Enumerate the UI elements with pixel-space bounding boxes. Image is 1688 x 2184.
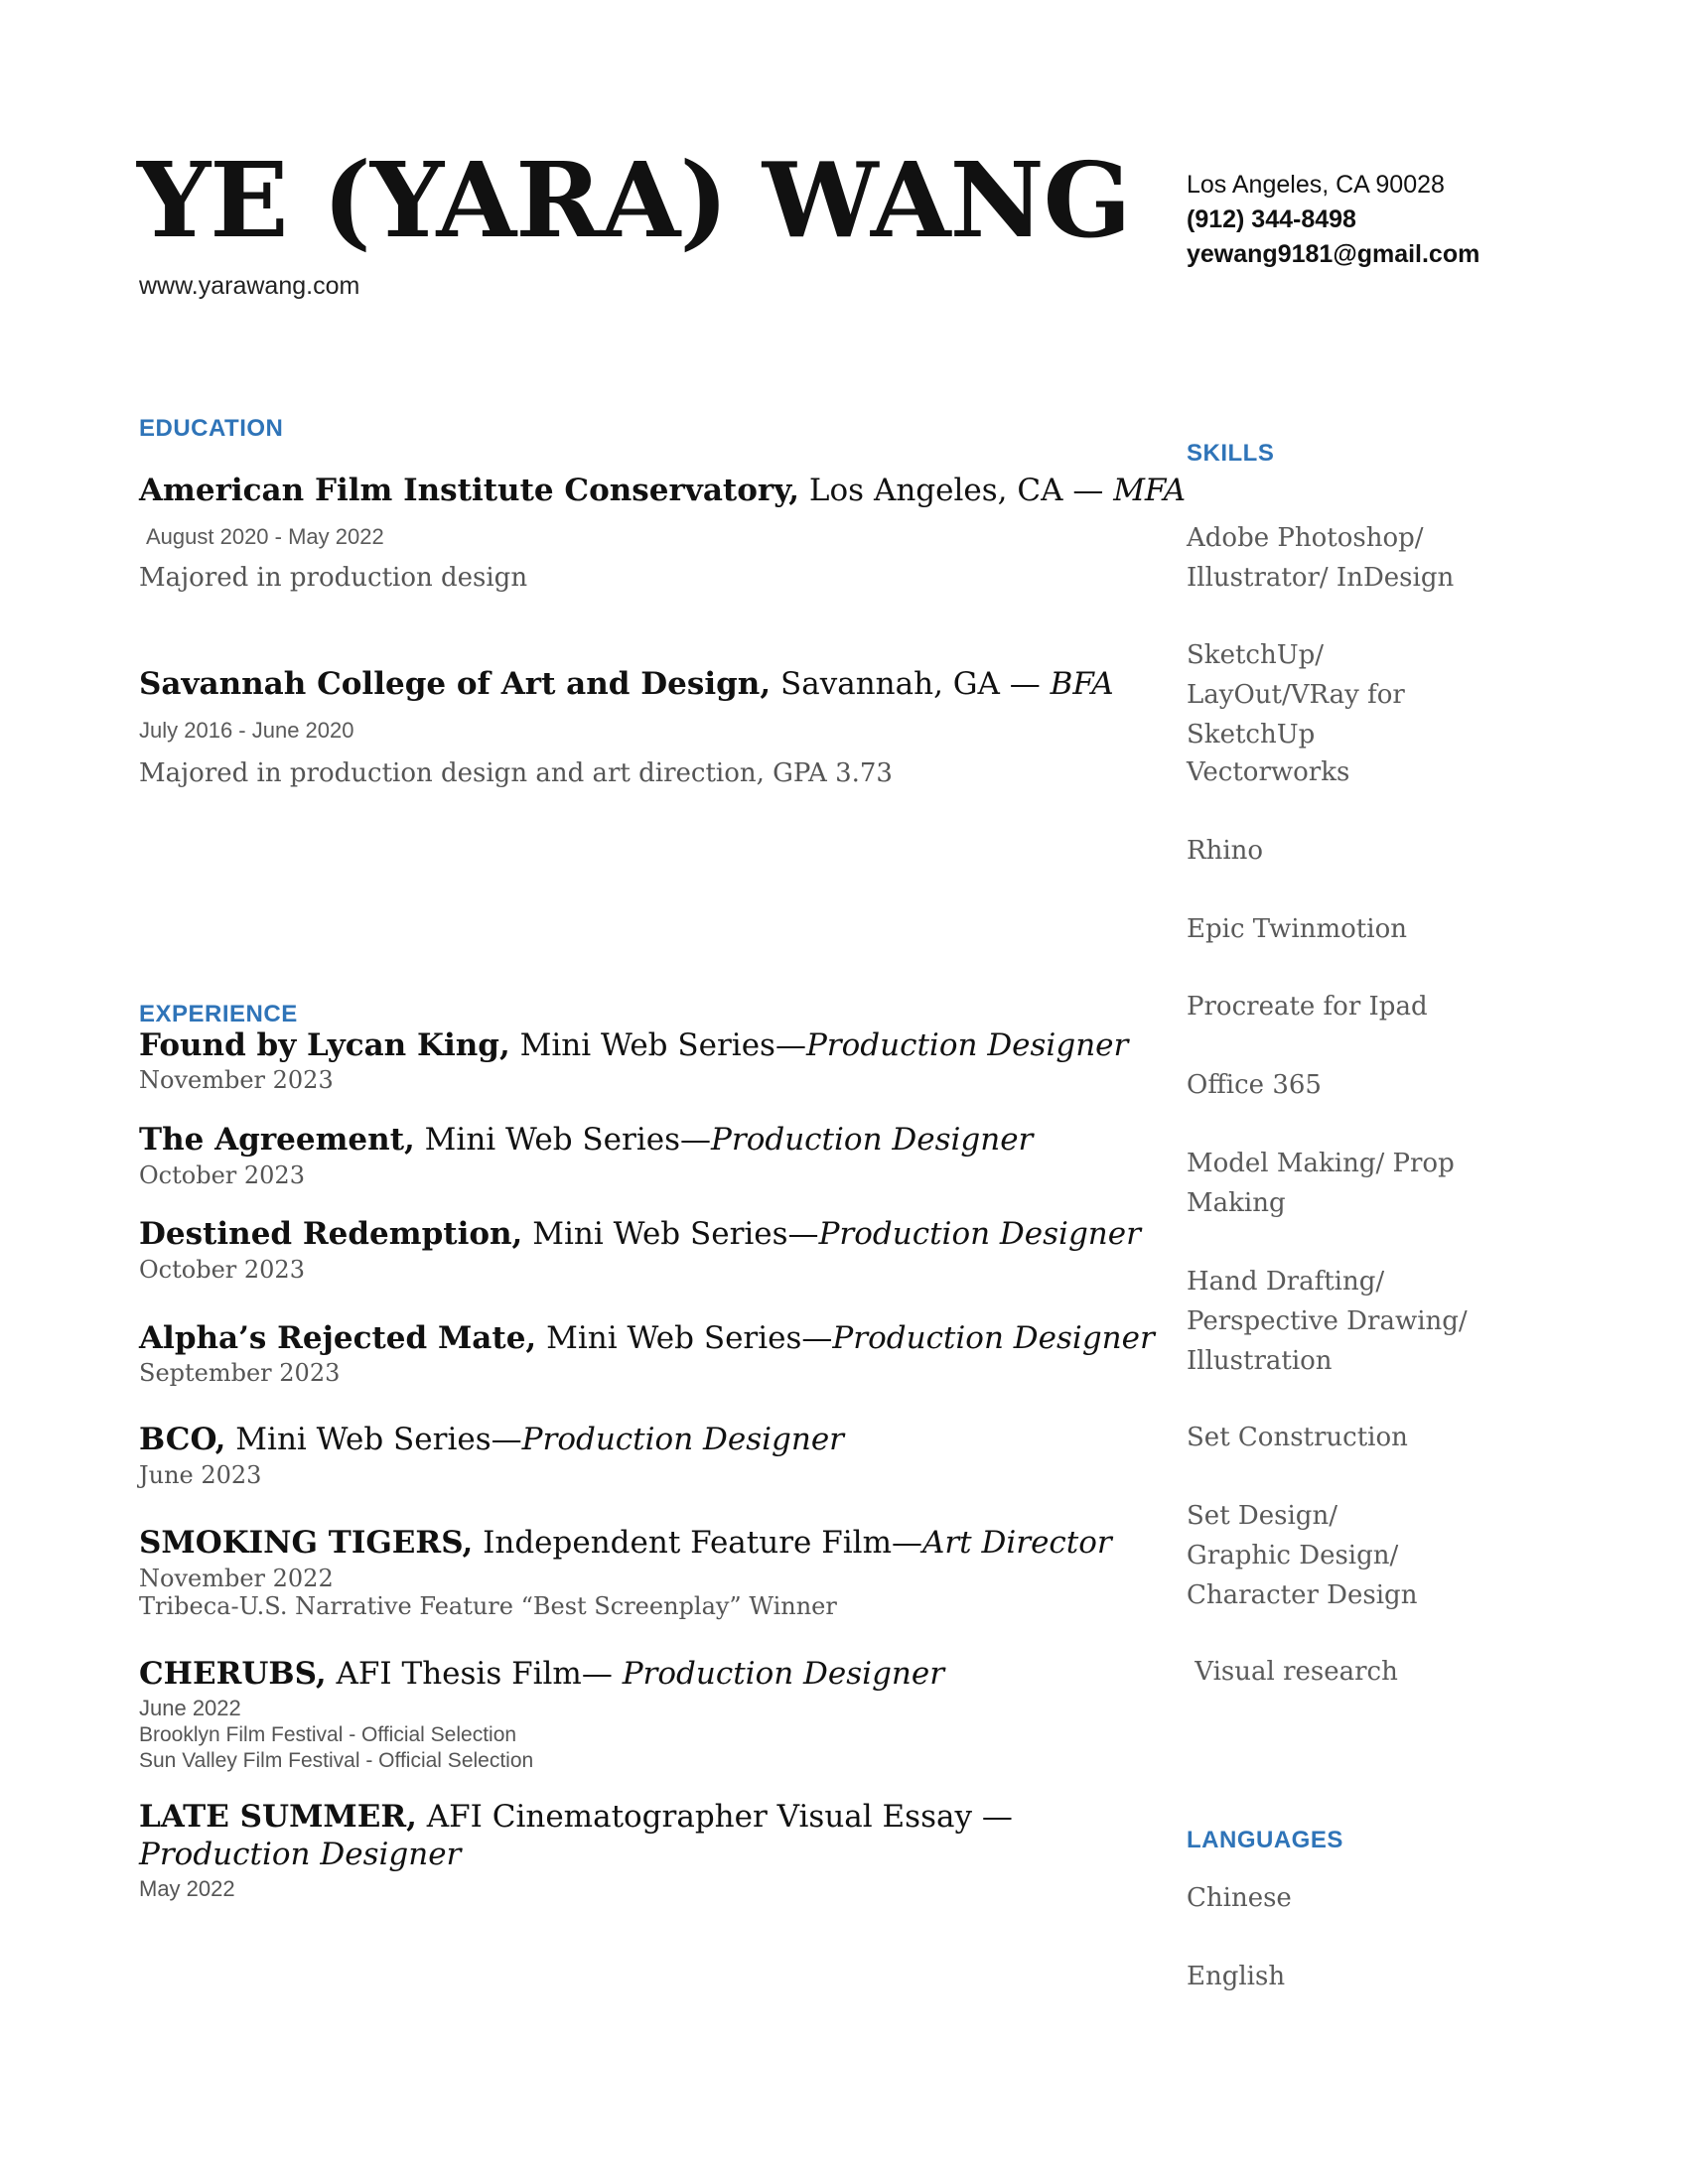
- skill-item: Epic Twinmotion: [1187, 914, 1407, 944]
- experience-item: [139, 1656, 944, 1692]
- experience-note: Sun Valley Film Festival - Official Selection: [139, 1749, 534, 1772]
- experience-date: November 2022: [139, 1565, 334, 1592]
- project-type: Mini Web Series—: [522, 1216, 819, 1252]
- school-name: Savannah College of Art and Design,: [139, 666, 772, 702]
- project-title: The Agreement,: [139, 1122, 415, 1158]
- language-item: English: [1187, 1962, 1286, 1991]
- website-link[interactable]: www.yarawang.com: [139, 272, 360, 300]
- project-title: SMOKING TIGERS,: [139, 1525, 474, 1561]
- school-location: Savannah, GA —: [771, 666, 1051, 702]
- experience-item: [139, 1122, 1033, 1158]
- experience-item: [139, 1799, 1013, 1835]
- experience-note: Brooklyn Film Festival - Official Selection: [139, 1723, 517, 1746]
- project-role: Production Designer: [832, 1320, 1155, 1356]
- resume-name: YE (YARA) WANG: [137, 139, 1131, 261]
- education-dates: July 2016 - June 2020: [139, 718, 354, 743]
- experience-heading: EXPERIENCE: [139, 1001, 298, 1027]
- skill-item: Vectorworks: [1187, 757, 1350, 787]
- skill-item: Model Making/ Prop Making: [1187, 1149, 1455, 1218]
- project-type: Mini Web Series—: [509, 1027, 806, 1063]
- skills-heading: SKILLS: [1187, 440, 1275, 467]
- experience-item: [139, 1320, 1155, 1356]
- project-role: Production Designer: [805, 1027, 1129, 1063]
- project-title: Alpha’s Rejected Mate,: [139, 1320, 537, 1356]
- skill-item: Visual research: [1187, 1657, 1398, 1687]
- degree: MFA: [1113, 473, 1187, 508]
- experience-date: November 2023: [139, 1066, 334, 1094]
- experience-date: October 2023: [139, 1256, 305, 1284]
- project-type: Mini Web Series—: [225, 1422, 522, 1457]
- language-item: Chinese: [1187, 1883, 1292, 1913]
- project-role: Production Designer: [622, 1656, 945, 1692]
- project-type: Independent Feature Film—: [473, 1525, 922, 1561]
- project-title: Found by Lycan King,: [139, 1027, 510, 1063]
- school-location: Los Angeles, CA —: [799, 473, 1114, 508]
- project-title: BCO,: [139, 1422, 226, 1457]
- skill-item: Procreate for Ipad: [1187, 992, 1428, 1022]
- contact-email[interactable]: yewang9181@gmail.com: [1187, 240, 1480, 268]
- project-role: Art Director: [921, 1525, 1112, 1561]
- project-title: CHERUBS,: [139, 1656, 327, 1692]
- project-role: Production Designer: [818, 1216, 1141, 1252]
- project-title: Destined Redemption,: [139, 1216, 523, 1252]
- skill-item: Set Construction: [1187, 1423, 1408, 1452]
- experience-item: [139, 1525, 1112, 1561]
- skill-item: Set Design/ Graphic Design/ Character Design: [1187, 1501, 1418, 1610]
- project-title: LATE SUMMER,: [139, 1799, 417, 1835]
- skill-item: Rhino: [1187, 836, 1264, 866]
- project-type: Mini Web Series—: [536, 1320, 833, 1356]
- languages-heading: LANGUAGES: [1187, 1827, 1343, 1853]
- contact-location: Los Angeles, CA 90028: [1187, 171, 1445, 199]
- skill-item: Hand Drafting/ Perspective Drawing/ Illustration: [1187, 1267, 1468, 1376]
- education-note: Majored in production design: [139, 563, 528, 593]
- experience-note: Tribeca-U.S. Narrative Feature “Best Screenplay” Winner: [139, 1592, 837, 1620]
- education-item: [139, 666, 1114, 702]
- experience-date: May 2022: [139, 1876, 235, 1901]
- skill-item: Adobe Photoshop/ Illustrator/ InDesign: [1187, 523, 1455, 593]
- degree: BFA: [1050, 666, 1114, 702]
- education-item: [139, 473, 1186, 508]
- skill-item: SketchUp/ LayOut/VRay for SketchUp: [1187, 640, 1405, 750]
- school-name: American Film Institute Conservatory,: [139, 473, 800, 508]
- education-dates: August 2020 - May 2022: [146, 524, 384, 549]
- experience-date: June 2023: [139, 1461, 262, 1489]
- project-type: AFI Thesis Film—: [326, 1656, 623, 1692]
- experience-date: October 2023: [139, 1161, 305, 1189]
- education-heading: EDUCATION: [139, 415, 284, 442]
- experience-date: September 2023: [139, 1359, 341, 1387]
- contact-phone[interactable]: (912) 344-8498: [1187, 205, 1356, 233]
- project-type: AFI Cinematographer Visual Essay —: [416, 1799, 1013, 1835]
- project-role: Production Designer: [139, 1837, 462, 1872]
- education-note: Majored in production design and art direction, GPA 3.73: [139, 758, 893, 788]
- experience-role-line: [139, 1837, 461, 1872]
- experience-date: June 2022: [139, 1696, 241, 1720]
- experience-item: [139, 1027, 1128, 1063]
- experience-item: [139, 1422, 844, 1457]
- experience-item: [139, 1216, 1141, 1252]
- skill-item: Office 365: [1187, 1070, 1322, 1100]
- project-type: Mini Web Series—: [414, 1122, 712, 1158]
- project-role: Production Designer: [521, 1422, 845, 1457]
- project-role: Production Designer: [711, 1122, 1034, 1158]
